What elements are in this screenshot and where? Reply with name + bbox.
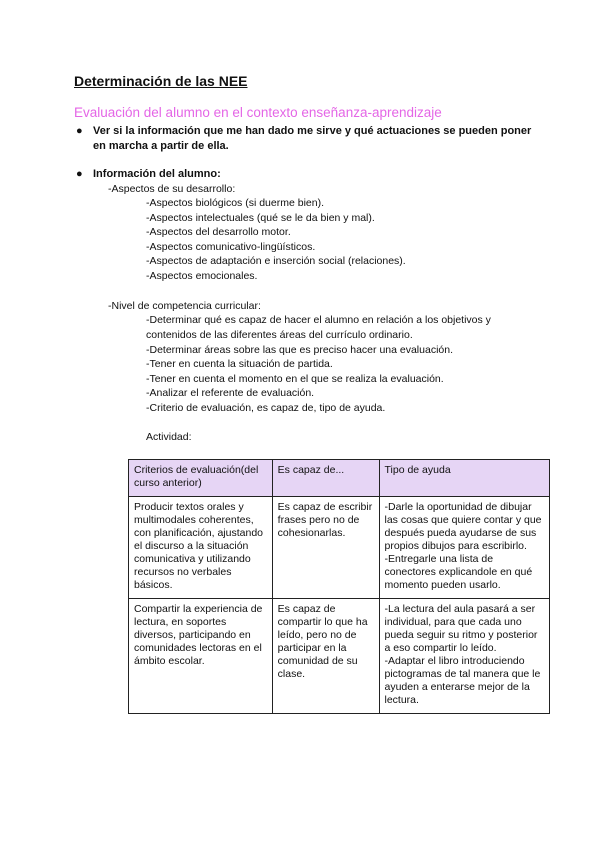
header-criterios: Criterios de evaluación(del curso anterior): [129, 460, 273, 497]
section-subtitle: Evaluación del alumno en el contexto enseñanza-aprendizaje: [74, 105, 442, 120]
header-capaz: Es capaz de...: [272, 460, 379, 497]
bullet-text: Información del alumno:: [93, 168, 221, 180]
table-header-row: [129, 460, 550, 497]
ayuda-item: -La lectura del aula pasará a ser individual, para que cada uno pueda seguir su ritmo y posterior a eso compartir lo leído.: [384, 603, 538, 654]
cell-capaz: Es capaz de escribir frases pero no de cohesionarlas.: [272, 497, 379, 599]
ayuda-item: -Adaptar el libro introduciendo pictogramas de tal manera que le ayuden a enterarse mejor de la lectura.: [384, 655, 541, 706]
competence-item: -Tener en cuenta el momento en el que se realiza la evaluación.: [146, 373, 444, 385]
development-item: -Aspectos comunicativo-lingüísticos.: [146, 241, 316, 253]
page-title: Determinación de las NEE: [74, 73, 248, 89]
table-row: [129, 599, 550, 714]
development-item: -Aspectos biológicos (si duerme bien).: [146, 197, 324, 209]
development-item: -Aspectos intelectuales (qué se le da bien y mal).: [146, 212, 375, 224]
ayuda-item: -Entregarle una lista de conectores explicandole en qué momento pueden usarlo.: [384, 553, 533, 591]
development-item: -Aspectos de adaptación e inserción social (relaciones).: [146, 255, 406, 267]
table-row: [129, 497, 550, 599]
competence-item: -Criterio de evaluación, es capaz de, tipo de ayuda.: [146, 402, 386, 414]
development-item: -Aspectos emocionales.: [146, 270, 258, 282]
header-ayuda: Tipo de ayuda: [379, 460, 550, 497]
competence-item: -Determinar qué es capaz de hacer el alumno en relación a los objetivos y contenidos de las diferentes áreas del currículo ordinario.: [146, 314, 491, 341]
cell-capaz: Es capaz de compartir lo que ha leído, pero no de participar en la comunidad de su clase.: [272, 599, 379, 714]
competence-item: -Tener en cuenta la situación de partida.: [146, 358, 333, 370]
bullet-text: Ver si la información que me han dado me sirve y qué actuaciones se pueden poner en marcha a partir de ella.: [93, 125, 532, 152]
bullet-icon: ●: [76, 125, 83, 137]
ayuda-item: -Darle la oportunidad de dibujar las cosas que quiere contar y que después pueda ayudarse de sus propios dibujos para escribirlo.: [384, 501, 542, 552]
evaluation-table: [128, 459, 550, 714]
competence-item: -Analizar el referente de evaluación.: [146, 387, 315, 399]
cell-criterio: Compartir la experiencia de lectura, en soportes diversos, participando en comunidades lectoras en el ámbito escolar.: [129, 599, 273, 714]
competence-item: -Determinar áreas sobre las que es preciso hacer una evaluación.: [146, 344, 453, 356]
development-item: -Aspectos del desarrollo motor.: [146, 226, 291, 238]
bullet-icon: ●: [76, 168, 83, 180]
cell-ayuda: [379, 497, 550, 599]
activity-label: Actividad:: [146, 431, 192, 443]
cell-criterio: Producir textos orales y multimodales coherentes, con planificación, ajustando el discurso a la situación comunicativa y utilizando recursos no verbales básicos.: [129, 497, 273, 599]
competence-heading: -Nivel de competencia curricular:: [108, 300, 261, 312]
development-heading: -Aspectos de su desarrollo:: [108, 183, 236, 195]
cell-ayuda: [379, 599, 550, 714]
